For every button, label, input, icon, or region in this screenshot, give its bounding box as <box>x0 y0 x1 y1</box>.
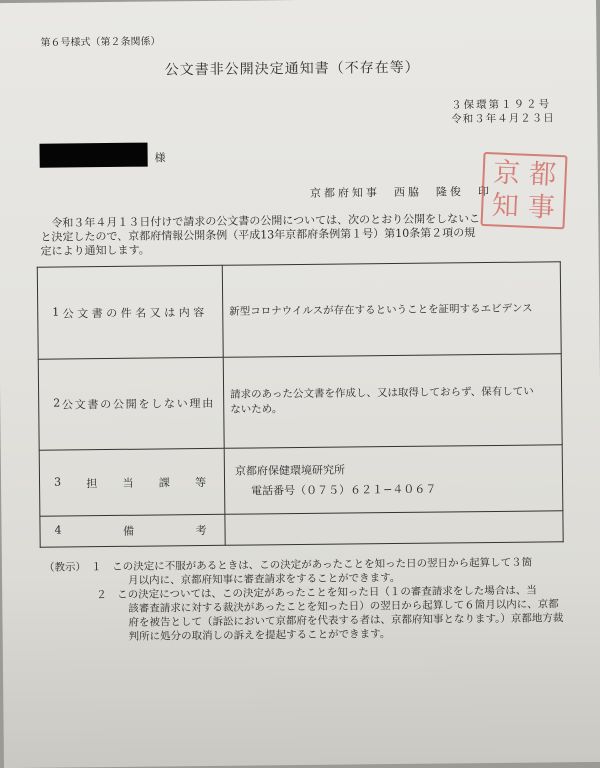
table-row <box>39 445 563 516</box>
document-number: ３保環第１９２号 <box>451 98 552 112</box>
redacted-recipient-name <box>39 143 147 168</box>
row-value <box>225 511 563 546</box>
note-line: 府を被告として（訴訟において京都府を代表する者は、京都府知事となります。）京都地方裁 <box>128 612 564 629</box>
issuer-name: 京都府知事 西脇 隆俊 印 <box>309 184 493 200</box>
decision-table <box>37 261 564 547</box>
table-row <box>38 354 562 450</box>
row-value: 京都府保健環境研究所 電話番号（０７５）６２１−４０６７ <box>224 445 563 515</box>
notice-body-line: 令和３年４月１３日付けで請求の公文書の公開については、次のとおり公開をしないこ <box>51 212 481 230</box>
note-line: 該審査請求に対する裁決があったことを知った日）の翌日から起算して６箇月以内に、京都 <box>128 598 559 615</box>
row-label: 4 備 考 <box>40 514 225 547</box>
note-line: （教示） １ この決定に不服があるときは、この決定があったことを知った日の翌日から起算して３箇 <box>43 556 533 574</box>
notice-body <box>40 211 560 258</box>
row-label: 3 担 当 課 等 <box>39 448 225 516</box>
form-number: 第６号様式（第２条関係） <box>40 36 161 49</box>
row-value: 新型コロナウイルスが存在するということを証明するエビデンス <box>222 262 561 358</box>
notice-body-line: と決定したので、京都府情報公開条例（平成13年京都府条例第１号）第10条第２項の規 <box>40 226 476 244</box>
note-line: 月以内に、京都府知事に審査請求をすることができます。 <box>128 571 401 587</box>
note-line: 判所に処分の取消しの訴えを提起することができます。 <box>128 628 391 643</box>
official-seal-stamp: 京 都 知 事 <box>480 152 567 229</box>
recipient-honorific: 様 <box>154 151 166 165</box>
table-row <box>37 262 561 359</box>
page-title: 公文書非公開決定通知書（不存在等） <box>164 59 420 79</box>
row-label: 2 公 文 書 の 公 開 を し な い 理 由 <box>38 357 224 450</box>
row-label: 1 公 文 書 の 件 名 又 は 内 容 <box>37 265 223 359</box>
notice-body-line: 定により通知します。 <box>40 243 150 258</box>
table-row <box>40 511 563 547</box>
instructions-section <box>44 555 575 645</box>
document-date: 令和３年４月２３日 <box>451 112 555 126</box>
note-line: ２ この決定については、この決定があったことを知った日（１の審査請求をした場合は、当 <box>96 584 537 602</box>
row-value: 請求のあった公文書を作成し、又は取得しておらず、保有してい ないため。 <box>223 354 562 449</box>
